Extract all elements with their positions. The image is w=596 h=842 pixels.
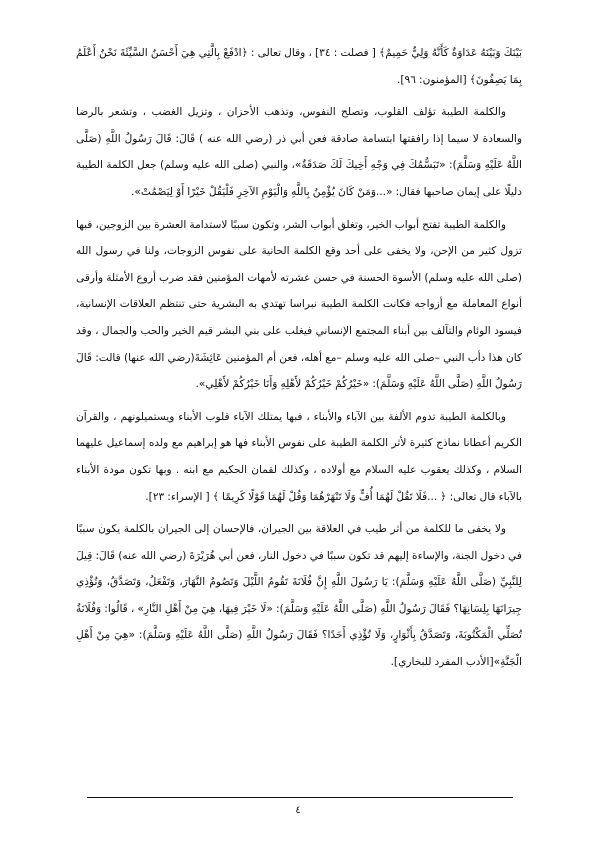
paragraph-kind-word-neighbors: ولا يخفى ما للكلمة من أثر طيب في العلاقة بين الجيران، فالإحسان إلى الجيران بالكلمة يكون سببًا في دخول الجنة، والإساءة إليهم قد تكون سببًا في دخول النار، فعن أبي هُرَيْرَةَ (رضي الله عنه) قَالَ: قِيلَ لِلنَّبِيِّ (صَلَّى اللَّهُ عَلَيْهِ وَسَلَّمَ): يَا رَسُولَ اللَّهِ إِنَّ فُلَانَةَ تَقُومُ اللَّيْلَ وَتَصُومُ النَّهَارَ، وَتَفْعَلُ، وَتَصَدَّقُ، وَتُؤْذِي جِيرَانَهَا بِلِسَانِهَا؟ فَقَالَ رَسُولُ اللَّهِ (صَلَّى اللَّهُ عَلَيْهِ وَسَلَّمَ): «لَا خَيْرَ فِيهَا، هِيَ مِنْ أَهْلِ النَّارِ» ، قَالُوا: وَفُلَانَةُ تُصَلِّي الْمَكْتُوبَةَ، وَتَصَدَّقُ بِأَثْوَارٍ، وَلَا تُؤْذِي أَحَدًا؟ فَقَالَ رَسُولُ اللَّهِ (صَلَّى اللَّهُ عَلَيْهِ وَسَلَّمَ): «هِيَ مِنْ أَهْلِ الْجَنَّةِ»[الأدب المفرد للبخاري].	[76, 523, 522, 669]
paragraph-kind-word-hearts: والكلمة الطيبة تؤلف القلوب، وتصلح النفوس، وتذهب الأحزان ، وتزيل الغضب ، وتشعر بالرضا والسعادة لا سيما إذا رافقتها ابتسامة صادقة فعن أبي ذر (رضي الله عنه ) قَالَ: قَالَ رَسُولُ اللَّهِ (صَلَّى اللَّهُ عَلَيْهِ وَسَلَّمَ): «تَبَسُّمُكَ فِي وَجْهِ أَخِيكَ لَكَ صَدَقَةٌ»، والنبي (صلى الله عليه وسلم) جعل الكلمة الطيبة دليلًا على إيمان صاحبها فقال: «...وَمَنْ كَانَ يُؤْمِنُ بِاللَّهِ وَالْيَوْمِ الآخِرِ فَلْيَقُلْ خَيْرًا أَوْ لِيَصْمُتْ».	[76, 106, 522, 198]
paragraph-kind-word-parents: وبالكلمة الطيبة تدوم الألفة بين الآباء والأبناء ، فبها يمتلك الآباء قلوب الأبناء ويستميلونهم ، والقرآن الكريم أعطانا نماذج كثيرة لأثر الكلمة الطيبة على نفوس الأبناء فها هو إبراهيم مع ولده إسماعيل عليهما السلام ، وكذلك يعقوب عليه السلام مع أولاده ، وكذلك لقمان الحكيم مع ابنه . وبها تكون مودة الأبناء بالآباء قال تعالى: ﴿ ...فَلَا تَقُلْ لَهُمَا أُفٍّ وَلَا تَنْهَرْهُمَا وَقُلْ لَهُمَا قَوْلًا كَرِيمًا ﴾ [ الإسراء: ٢٣].	[76, 410, 522, 503]
page-number: ٤	[295, 805, 301, 816]
paragraph-kind-word-spouses: والكلمة الطيبة تفتح أبواب الخير، وتغلق أبواب الشر، وتكون سببًا لاستدامة العشرة بين الزوجين، فبها تزول كثير من الإحن، ولا يخفى على أحد وقع الكلمة الحانية على نفوس الزوجات، ولنا في رسول الله (صلى الله عليه وسلم) الأسوة الحسنة في حسن عشرته لأمهات المؤمنين فقد ضرب أروع الأمثلة وأرقى أنواع المعاملة مع أزواجه فكانت الكلمة الطيبة نبراسا تهتدي به البشرية حتى تنتظم العلاقات الإنسانية، فيسود الوئام والتآلف بين أبناء المجتمع الإنساني فيغلب على بني البشر قيم الخير والحب والجمال ، وقد كان هذا دأب النبي –صلى الله عليه وسلم –مع أهله، فعن أم المؤمنين عَائِشَةَ(رضي الله عنها) قالت: قَالَ رَسُولُ اللَّهِ (صَلَّى اللَّهُ عَلَيْهِ وَسَلَّمَ): «خَيْرُكُمْ خَيْرُكُمْ لأَهْلِهِ وَأَنَا خَيْرُكُمْ لأَهْلِي».	[76, 218, 522, 391]
footer-divider	[87, 797, 513, 798]
paragraph-quran-fussilat: بَيْنَكَ وَبَيْنَهُ عَدَاوَةٌ كَأَنَّهُ وَلِيٌّ حَمِيمٌ﴾ [ فصلت : ٣٤] ، وقال تعالى : ﴿ادْفَعْ بِالَّتِي هِيَ أَحْسَنُ السَّيِّئَةَ نَحْنُ أَعْلَمُ بِمَا يَصِفُونَ﴾ [المؤمنون: ٩٦].	[76, 47, 522, 86]
document-body	[76, 40, 522, 682]
